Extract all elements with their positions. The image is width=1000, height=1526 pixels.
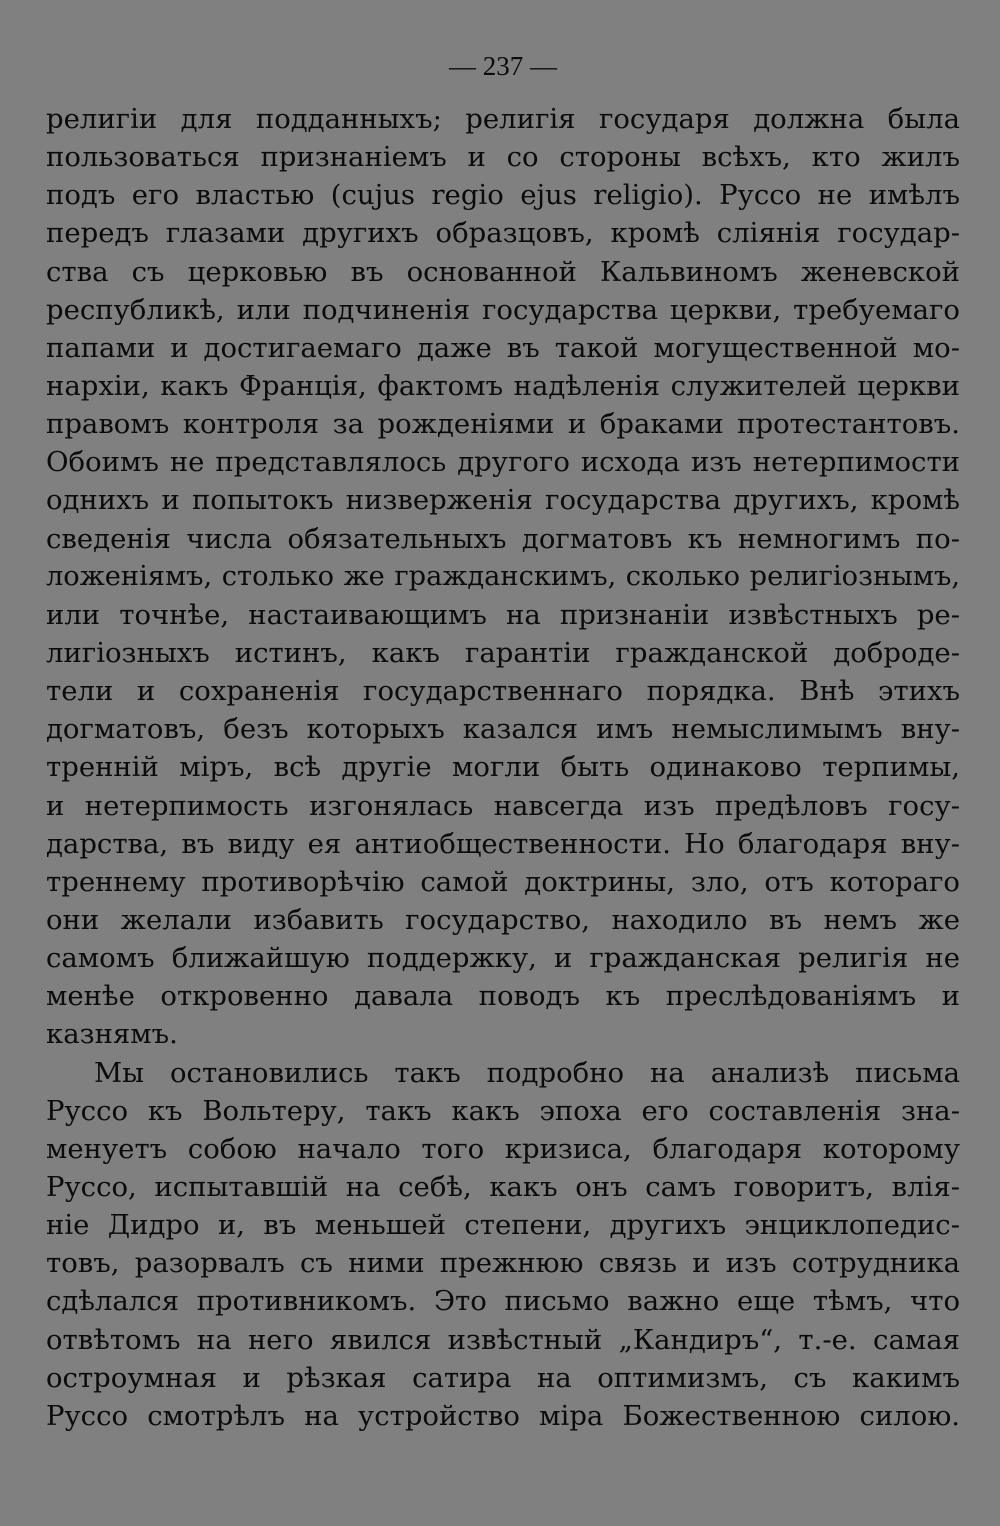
text-line: или точнѣе, настаивающимъ на признаніи извѣстныхъ ре-	[46, 598, 960, 631]
text-line: тели и сохраненія государственнаго порядка. Внѣ этихъ	[46, 675, 960, 708]
text-line: нархіи, какъ Франція, фактомъ надѣленія служителей церкви	[46, 369, 960, 402]
text-line: ніе Дидро и, въ меньшей степени, другихъ энциклопедис-	[46, 1209, 960, 1242]
text-line: республикѣ, или подчиненія государства церкви, требуемаго	[46, 293, 960, 326]
text-line: лигіозныхъ истинъ, какъ гарантіи гражданской доброде-	[46, 636, 960, 669]
text-line: товъ, разорвалъ съ ними прежнюю связь и изъ сотрудника	[46, 1247, 960, 1280]
text-line: менѣе откровенно давала поводъ къ преслѣдованіямъ и	[46, 980, 960, 1013]
text-line: сдѣлался противникомъ. Это письмо важно еще тѣмъ, что	[46, 1285, 960, 1318]
text-line: они желали избавить государство, находило въ немъ же	[46, 903, 960, 936]
text-line: и нетерпимость изгонялась навсегда изъ предѣловъ госу-	[46, 789, 960, 822]
text-line: остроумная и рѣзкая сатира на оптимизмъ, съ какимъ	[46, 1361, 960, 1394]
text-line: Мы остановились такъ подробно на анализѣ письма	[94, 1056, 960, 1089]
text-line: ложеніямъ, столько же гражданскимъ, сколько религіознымъ,	[46, 560, 960, 592]
text-line: сведенія числа обязательныхъ догматовъ къ немногимъ по-	[46, 522, 960, 555]
text-line: ства съ церковью въ основанной Кальвиномъ женевской	[46, 255, 960, 288]
text-line: религіи для подданныхъ; религія государя должна была	[46, 103, 960, 135]
body-text	[46, 100, 960, 1435]
text-line: пользоваться признаніемъ и со стороны всѣхъ, кто жилъ	[46, 141, 960, 174]
text-line: Руссо, испытавшій на себѣ, какъ онъ самъ говоритъ, влія-	[46, 1170, 960, 1203]
text-line: треннему противорѣчію самой доктрины, зло, отъ котораго	[46, 865, 960, 898]
text-line: папами и достигаемаго даже въ такой могущественной мо-	[46, 331, 960, 364]
text-line: менуетъ собою начало того кризиса, благодаря которому	[46, 1132, 960, 1165]
text-line: самомъ ближайшую поддержку, и гражданская религія не	[46, 942, 960, 975]
text-line: правомъ контроля за рожденіями и браками протестантовъ.	[46, 408, 960, 441]
text-line: отвѣтомъ на него явился извѣстный „Кандиръ“, т.-е. самая	[46, 1323, 960, 1356]
text-line: однихъ и попытокъ низверженія государства другихъ, кромѣ	[46, 484, 960, 517]
text-line: Обоимъ не представлялось другого исхода изъ нетерпимости	[46, 446, 960, 479]
text-line: передъ глазами другихъ образцовъ, кромѣ сліянія государ-	[46, 217, 960, 250]
page-number: — 237 —	[449, 51, 557, 81]
text-line: подъ его властью (cujus regio ejus religio). Руссо не имѣлъ	[46, 179, 960, 212]
text-line: Руссо къ Вольтеру, такъ какъ эпоха его составленія зна-	[46, 1094, 960, 1127]
text-line: казнямъ.	[46, 1018, 178, 1051]
text-line: Руссо смотрѣлъ на устройство міра Божественною силою.	[46, 1399, 960, 1432]
text-line: дарства, въ виду ея антиобщественности. Но благодаря вну-	[46, 827, 960, 860]
text-line: догматовъ, безъ которыхъ казался имъ немыслимымъ вну-	[46, 713, 960, 746]
text-line: тренній міръ, всѣ другіе могли быть одинаково терпимы,	[46, 751, 960, 784]
